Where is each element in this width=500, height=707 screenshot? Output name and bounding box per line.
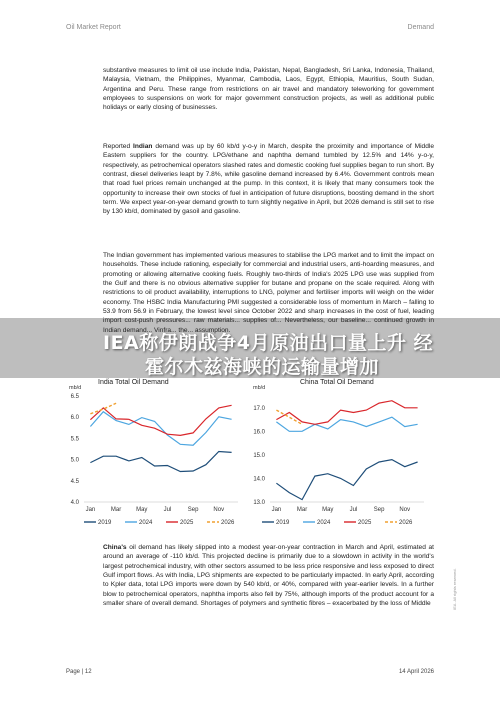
x-tick-label: May — [136, 507, 148, 513]
y-tick-label: 4.5 — [70, 478, 79, 485]
section-title: Demand — [407, 24, 434, 31]
x-tick-label: Mar — [296, 507, 308, 513]
y-axis-unit: mb/d — [253, 385, 266, 391]
legend-label: 2026 — [399, 520, 413, 526]
legend-label: 2025 — [358, 520, 372, 526]
y-tick-label: 5.5 — [70, 436, 79, 443]
x-tick-label: Nov — [213, 507, 225, 513]
paragraph-china-demand — [103, 543, 434, 608]
report-title: Oil Market Report — [66, 24, 121, 31]
paragraph-bold-china: China's — [103, 544, 127, 551]
report-date: 14 April 2026 — [398, 669, 434, 675]
x-tick-label: Jan — [85, 507, 96, 513]
y-tick-label: 15.0 — [253, 452, 265, 459]
page-number: Page | 12 — [66, 669, 92, 675]
legend-label: 2019 — [98, 520, 112, 526]
headline-overlay — [0, 318, 500, 378]
headline-line-2: 霍尔木兹海峡的运输量增加 — [145, 356, 380, 378]
legend-label: 2024 — [317, 520, 331, 526]
chart-title: India Total Oil Demand — [98, 379, 169, 386]
legend-label: 2024 — [139, 520, 153, 526]
y-tick-label: 14.0 — [253, 476, 265, 483]
paragraph-lead: Reported — [103, 143, 134, 150]
x-tick-label: Jan — [271, 507, 282, 513]
copyright-note: IEA. All rights reserved. — [452, 568, 457, 610]
y-tick-label: 6.5 — [70, 394, 79, 400]
x-tick-label: Sep — [373, 507, 385, 513]
x-tick-label: Mar — [110, 507, 122, 513]
series-line-2024 — [90, 412, 231, 446]
y-tick-label: 5.0 — [70, 457, 79, 464]
paragraph-body: demand was up by 60 kb/d y-o-y in March, despite the proximity and importance of Middle Eastern suppliers for the country. LPG/ethane and naphtha demand tumbled by 12.5% and 14% y-o-y, respectively, as petrochemical operators slashed rates and domestic cooking fuel supplies began to run short. By contrast, diesel deliveries leapt by 7.8%, while gasoline demand increased by 6.4%. Government controls mean that road fuel prices remain unchanged at the pump. In this context, it is likely that many consumers took the opportunity to increase their own stocks of fuel in anticipation of future disruptions, boosting demand in the short term. We expect year-on-year demand growth to turn slightly negative in April, but 2026 demand is still set to rise by 130 kb/d, dominated by gasoil and gasoline. — [103, 143, 434, 216]
x-tick-label: Jul — [349, 507, 358, 513]
chart-title: China Total Oil Demand — [300, 379, 374, 386]
paragraph-bold-india: Indian — [133, 143, 153, 150]
y-tick-label: 13.0 — [253, 500, 265, 506]
y-tick-label: 4.0 — [70, 500, 79, 506]
y-tick-label: 17.0 — [253, 405, 265, 412]
series-line-2019 — [276, 460, 417, 500]
series-line-2019 — [90, 452, 231, 472]
legend-label: 2019 — [276, 520, 290, 526]
x-tick-label: Jul — [163, 507, 172, 513]
headline-line-1: IEA称伊朗战争4月原油出口量上升 经 — [103, 332, 434, 354]
legend-label: 2025 — [180, 520, 194, 526]
x-tick-label: May — [322, 507, 334, 513]
x-tick-label: Nov — [399, 507, 411, 513]
legend-label: 2026 — [221, 520, 235, 526]
y-tick-label: 6.0 — [70, 415, 79, 422]
y-tick-label: 16.0 — [253, 429, 265, 436]
series-line-2025 — [90, 405, 231, 435]
paragraph-body: oil demand has likely slipped into a modest year-on-year contraction in March and April, estimated at around an average of -110 kb/d. This projected decline is primarily due to a slowdown in activity in the world's largest petrochemical industry, with other sectors assumed to be less price responsive and less exposed to direct Gulf import flows. As with India, LPG shipments are expected to be particularly impacted. In early April, according to Kpler data, total LPG imports were down by 540 kb/d, or 40%, compared with year-earlier levels. In a further blow to petrochemical operators, naphtha imports also fell by 75%, although imports of the product account for a smaller share of overall demand. Shortages of polymers and synthetic fibres – exacerbated by the loss of Middle — [103, 544, 434, 608]
x-tick-label: Sep — [187, 507, 199, 513]
paragraph-india-government: The Indian government has implemented various measures to stabilise the LPG market and to limit the impact on households. These include rationing, especially for commercial and industrial users, anti-hoarding measures, and promoting or allowing alternative cooking fuels. Roughly two-thirds of India's 2025 LPG use was supplied from the Gulf and there is no obvious alternative supplier for butane and propane on the scale required. Along with restrictions to oil product availability, interruptions to LNG, polymer and fertiliser imports will weigh on the wider economy. The HSBC India Manufacturing PMI suggested a considerable loss of momentum in March – falling to 53.9 from 56.9 in February, the lowest level since October 2022 and sharp increases in the cost of fuel, leading import cost-push pressures... raw materials... supplies of... Nevertheless, our baseline... continued growth in Indian demand... Vinfra... the... assumption. — [103, 252, 434, 334]
y-axis-unit: mb/d — [69, 385, 82, 391]
paragraph-measures: substantive measures to limit oil use include India, Pakistan, Nepal, Bangladesh, Sri Lanka, Indonesia, Thailand, Malaysia, Vietnam, the Philippines, Myanmar, Cambodia, Laos, Egypt, Ethiopia, Mauritius, South Sudan, Argentina and Peru. These range from restrictions on air travel and mandatory teleworking for government employees to suspensions on work for major government construction projects, as well as additional public holidays or early closing of businesses. — [103, 67, 434, 112]
